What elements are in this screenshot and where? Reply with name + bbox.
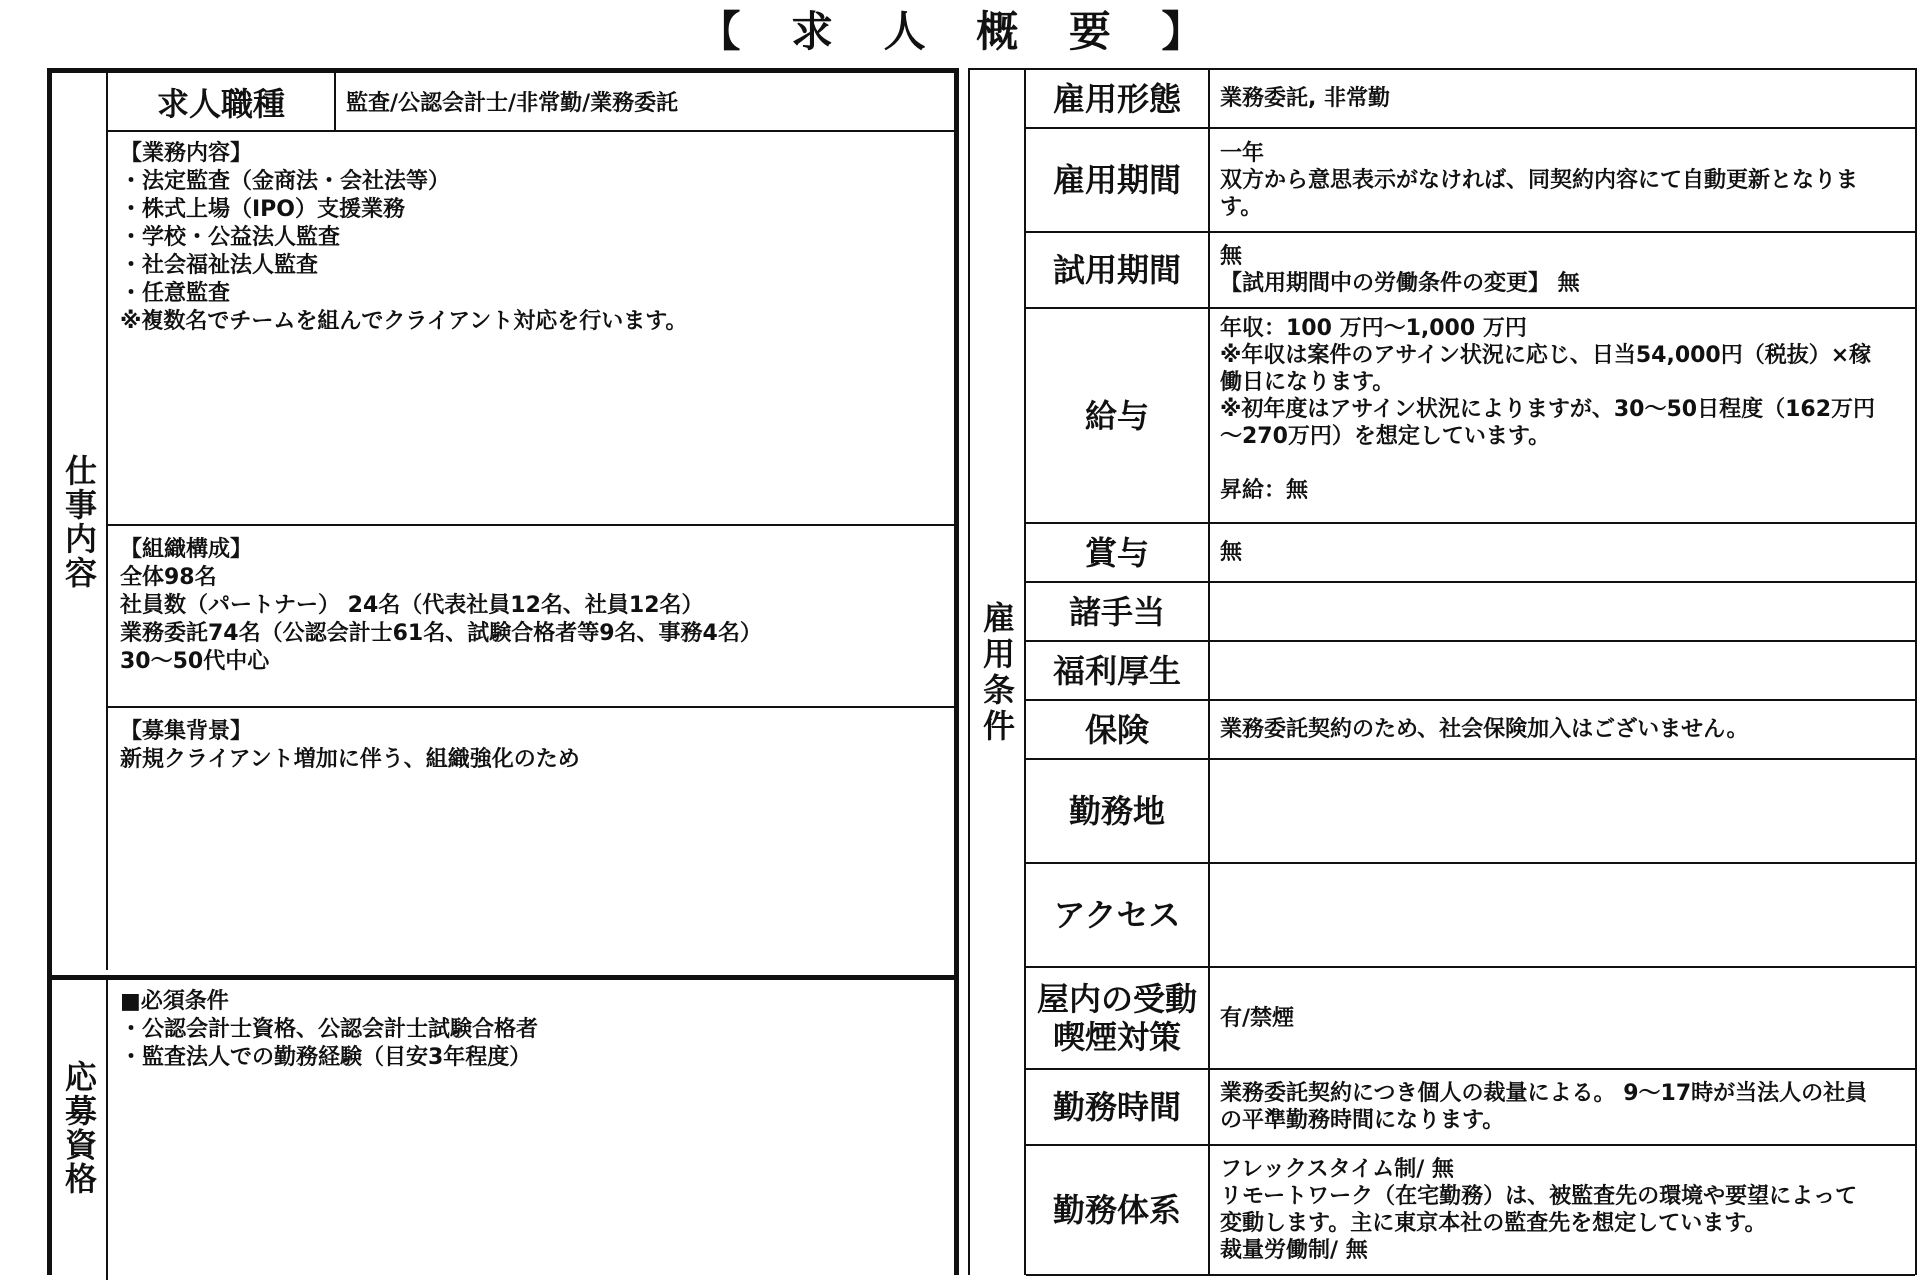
condition-value	[1210, 129, 1915, 231]
condition-value	[1210, 1070, 1915, 1144]
condition-value-line: ※初年度はアサイン状況によりますが、30～50日程度（162万円	[1220, 397, 1876, 422]
duties-line: ・社会福祉法人監査	[120, 253, 319, 278]
condition-label: 勤務体系	[1026, 1146, 1210, 1274]
condition-row-salary	[1026, 309, 1915, 524]
requirements-box	[108, 980, 954, 1280]
condition-value-line	[1220, 450, 1905, 477]
condition-value-line: 年収：100 万円～1,000 万円	[1220, 316, 1527, 341]
condition-label: 勤務地	[1026, 760, 1210, 862]
condition-value	[1210, 309, 1915, 522]
requirements-line: ・監査法人での勤務経験（目安3年程度）	[120, 1045, 532, 1070]
condition-value	[1210, 642, 1915, 699]
condition-label: アクセス	[1026, 864, 1210, 966]
condition-label: 勤務時間	[1026, 1070, 1210, 1144]
condition-label: 福利厚生	[1026, 642, 1210, 699]
condition-value-line: の平準勤務時間になります。	[1220, 1108, 1505, 1133]
condition-value-line: 業務委託契約のため、社会保険加入はございません。	[1220, 717, 1749, 742]
requirements-side-label: 応募資格	[52, 975, 108, 1280]
condition-value-line: 変動します。主に東京本社の監査先を想定しています。	[1220, 1211, 1767, 1236]
condition-value-redacted	[1210, 760, 1915, 862]
condition-value-line: 働日になります。	[1220, 370, 1395, 395]
condition-value	[1210, 701, 1915, 758]
condition-value-line: ※年収は案件のアサイン状況に応じ、日当54,000円（税抜）×稼	[1220, 343, 1872, 368]
job-title-value: 監査/公認会計士/非常勤/業務委託	[346, 91, 679, 116]
employment-conditions-side-label: 雇用条件	[970, 70, 1026, 1275]
duties-line: ・任意監査	[120, 281, 231, 306]
condition-row-hours	[1026, 1070, 1915, 1146]
condition-value-line: 裁量労働制/ 無	[1220, 1238, 1368, 1263]
condition-value-line: 業務委託契約につき個人の裁量による。 9～17時が当法人の社員	[1220, 1081, 1868, 1106]
condition-value	[1210, 524, 1915, 581]
condition-value-line: 無	[1220, 540, 1243, 565]
background-line: 新規クライアント増加に伴う、組織強化のため	[120, 747, 580, 772]
condition-label: 賞与	[1026, 524, 1210, 581]
condition-row-allowances	[1026, 583, 1915, 642]
organization-line: 全体98名	[120, 565, 217, 590]
requirements-heading: ■必須条件	[120, 989, 229, 1014]
condition-value-line: リモートワーク（在宅勤務）は、被監査先の環境や要望によって	[1220, 1184, 1858, 1209]
employment-conditions-panel	[968, 68, 1917, 1275]
condition-value	[1210, 233, 1915, 307]
organization-heading: 【組織構成】	[120, 537, 253, 562]
condition-value-redacted	[1210, 864, 1915, 966]
condition-value-line: 業務委託, 非常勤	[1220, 86, 1391, 111]
condition-value	[1210, 583, 1915, 640]
condition-label: 給与	[1026, 309, 1210, 522]
condition-label: 雇用期間	[1026, 129, 1210, 231]
job-content-section	[52, 73, 954, 980]
condition-row-access	[1026, 864, 1915, 968]
organization-box	[108, 528, 954, 708]
condition-row-location	[1026, 760, 1915, 864]
condition-row-employment-type	[1026, 70, 1915, 129]
duties-line: ・法定監査（金商法・会社法等）	[120, 169, 451, 194]
condition-value-line: 一年	[1220, 140, 1265, 166]
organization-line: 30～50代中心	[120, 649, 270, 674]
job-title-row	[108, 73, 954, 132]
conditions-table	[1026, 70, 1915, 1276]
duties-line: ・学校・公益法人監査	[120, 225, 341, 250]
condition-row-insurance	[1026, 701, 1915, 760]
condition-value-line: ～270万円）を想定しています。	[1220, 424, 1551, 449]
condition-label: 保険	[1026, 701, 1210, 758]
duties-heading: 【業務内容】	[120, 141, 253, 166]
duties-box	[108, 132, 954, 526]
duties-line: ・株式上場（IPO）支援業務	[120, 197, 406, 222]
background-heading: 【募集背景】	[120, 719, 253, 744]
condition-row-period	[1026, 129, 1915, 233]
condition-row-work-style	[1026, 1146, 1915, 1276]
condition-value-line: 【試用期間中の労働条件の変更】 無	[1220, 271, 1580, 296]
requirements-line: ・公認会計士資格、公認会計士試験合格者	[120, 1017, 539, 1042]
condition-label: 雇用形態	[1026, 70, 1210, 127]
condition-value	[1210, 968, 1915, 1068]
condition-value-line: 双方から意思表示がなければ、同契約内容にて自動更新となりま	[1220, 167, 1859, 193]
condition-row-bonus	[1026, 524, 1915, 583]
condition-value-line: す。	[1220, 194, 1263, 220]
job-content-side-label: 仕事内容	[52, 73, 108, 970]
condition-value	[1210, 70, 1915, 127]
condition-value-line: 無	[1220, 244, 1243, 269]
condition-row-welfare	[1026, 642, 1915, 701]
job-title-label: 求人職種	[108, 73, 336, 130]
condition-label: 諸手当	[1026, 583, 1210, 640]
condition-row-smoking	[1026, 968, 1915, 1070]
condition-row-trial	[1026, 233, 1915, 309]
condition-label: 屋内の受動喫煙対策	[1026, 968, 1210, 1068]
job-content-panel	[47, 68, 959, 1275]
condition-value	[1210, 1146, 1915, 1274]
organization-line: 業務委託74名（公認会計士61名、試験合格者等9名、事務4名）	[120, 621, 762, 646]
background-box	[108, 710, 954, 970]
condition-label: 試用期間	[1026, 233, 1210, 307]
duties-line: ※複数名でチームを組んでクライアント対応を行います。	[120, 309, 688, 334]
condition-value-line: フレックスタイム制/ 無	[1220, 1157, 1454, 1182]
page-title: 【 求 人 概 要 】	[698, 7, 1222, 56]
condition-value-line: 昇給：無	[1220, 478, 1309, 503]
condition-value-line: 有/禁煙	[1220, 1005, 1295, 1031]
organization-line: 社員数（パートナー） 24名（代表社員12名、社員12名）	[120, 593, 704, 618]
